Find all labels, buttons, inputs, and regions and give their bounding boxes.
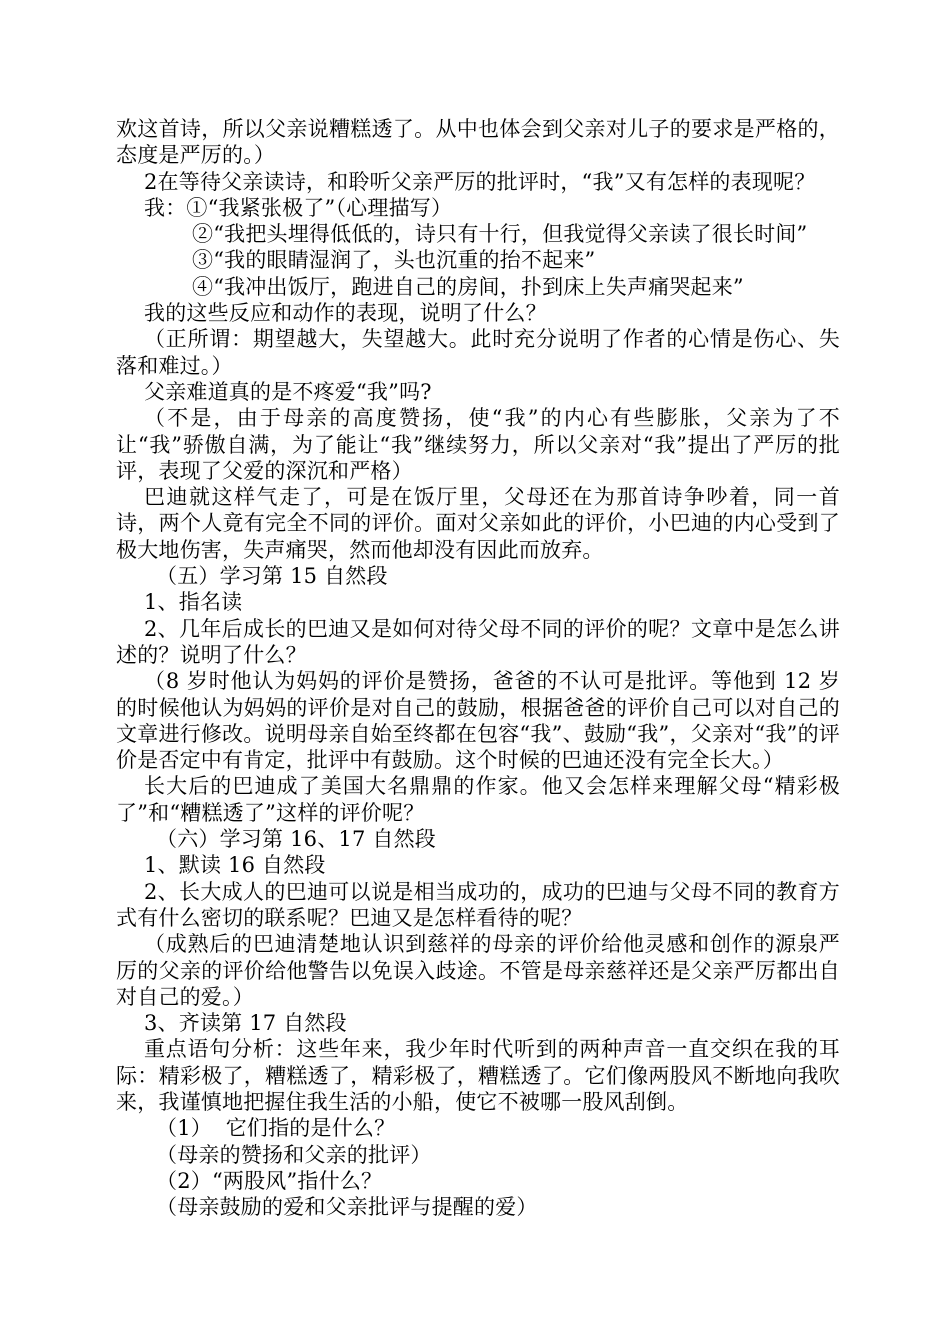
question-2: 2在等待父亲读诗，和聆听父亲严厉的批评时，“我”又有怎样的表现呢？ <box>144 169 816 194</box>
section-heading-5: （五）学习第 15 自然段 <box>156 564 388 589</box>
sub-question-1: （1） 它们指的是什么？ <box>156 1116 396 1141</box>
sub-answer-1: （母亲的赞扬和父亲的批评） <box>156 1142 432 1167</box>
answer-reactions-meaning: （正所谓：期望越大，失望越大。此时充分说明了作者的心情是伤心、失落和难过。） <box>116 327 840 378</box>
section-heading-6: （六）学习第 16、17 自然段 <box>156 827 436 852</box>
step-2-question-success: 2、长大成人的巴迪可以说是相当成功的，成功的巴迪与父母不同的教育方式有什么密切的联系呢？巴迪又是怎样看待的呢？ <box>116 879 840 930</box>
step-3-read-aloud: 3、齐读第 17 自然段 <box>144 1011 347 1036</box>
paragraph-transition: 长大后的巴迪成了美国大名鼎鼎的作家。他又会怎样来理解父母“精彩极了”和“糟糕透了”这样的评价呢？ <box>116 774 840 825</box>
document-body <box>116 116 840 1220</box>
key-sentence-analysis: 重点语句分析：这些年来，我少年时代听到的两种声音一直交织在我的耳际：精彩极了，糟糕透了，精彩极了，糟糕透了。它们像两股风不断地向我吹来，我谨慎地把握住我生活的小船，使它不被哪一股风刮倒。 <box>116 1037 840 1114</box>
step-2-answer-success: （成熟后的巴迪清楚地认识到慈祥的母亲的评价给他灵感和创作的源泉严厉的父亲的评价给他警告以免误入歧途。不管是母亲慈祥还是父亲严厉都出自对自己的爱。） <box>116 932 840 1009</box>
step-2-question: 2、几年后成长的巴迪又是如何对待父母不同的评价的呢？文章中是怎么讲述的？说明了什么？ <box>116 616 840 667</box>
step-1-silent-read: 1、默读 16 自然段 <box>144 853 326 878</box>
sub-question-2: （2）“两股风”指什么？ <box>156 1168 383 1193</box>
paragraph-summary: 巴迪就这样气走了，可是在饭厅里，父母还在为那首诗争吵着，同一首诗，两个人竟有完全不同的评价。面对父亲如此的评价，小巴迪的内心受到了极大地伤害，失声痛哭，然而他却没有因此而放弃。 <box>116 485 840 562</box>
reaction-item-3: ③“我的眼睛湿润了，头也沉重的抬不起来” <box>192 248 596 273</box>
question-father-love: 父亲难道真的是不疼爱“我”吗? <box>144 379 432 404</box>
question-reactions-meaning: 我的这些反应和动作的表现，说明了什么？ <box>144 301 547 326</box>
reaction-item-1: 我：①“我紧张极了”（心理描写） <box>144 195 453 220</box>
reaction-item-4: ④“我冲出饭厅，跑进自己的房间，扑到床上失声痛哭起来” <box>192 274 744 299</box>
paragraph-continuation: 欢这首诗，所以父亲说糟糕透了。从中也体会到父亲对儿子的要求是严格的，态度是严厉的。） <box>116 117 840 168</box>
answer-father-love: （不是，由于母亲的高度赞扬，使“我”的内心有些膨胀，父亲为了不让“我”骄傲自满，为了能让“我”继续努力，所以父亲对“我”提出了严厉的批评，表现了父爱的深沉和严格） <box>116 406 840 483</box>
step-1-read: 1、指名读 <box>144 590 243 615</box>
reaction-item-2: ②“我把头埋得低低的，诗只有十行，但我觉得父亲读了很长时间” <box>192 222 808 247</box>
sub-answer-2: （母亲鼓励的爱和父亲批评与提醒的爱） <box>156 1195 538 1220</box>
step-2-answer: （8 岁时他认为妈妈的评价是赞扬，爸爸的不认可是批评。等他到 12 岁的时候他认为妈妈的评价是对自己的鼓励，根据爸爸的评价自己可以对自己的文章进行修改。说明母亲自始至终都在包容“我”、鼓励“我”，父亲对“我”的评价是否定中有肯定，批评中有鼓励。这个时候的巴迪还没有完全长大。） <box>116 669 840 773</box>
